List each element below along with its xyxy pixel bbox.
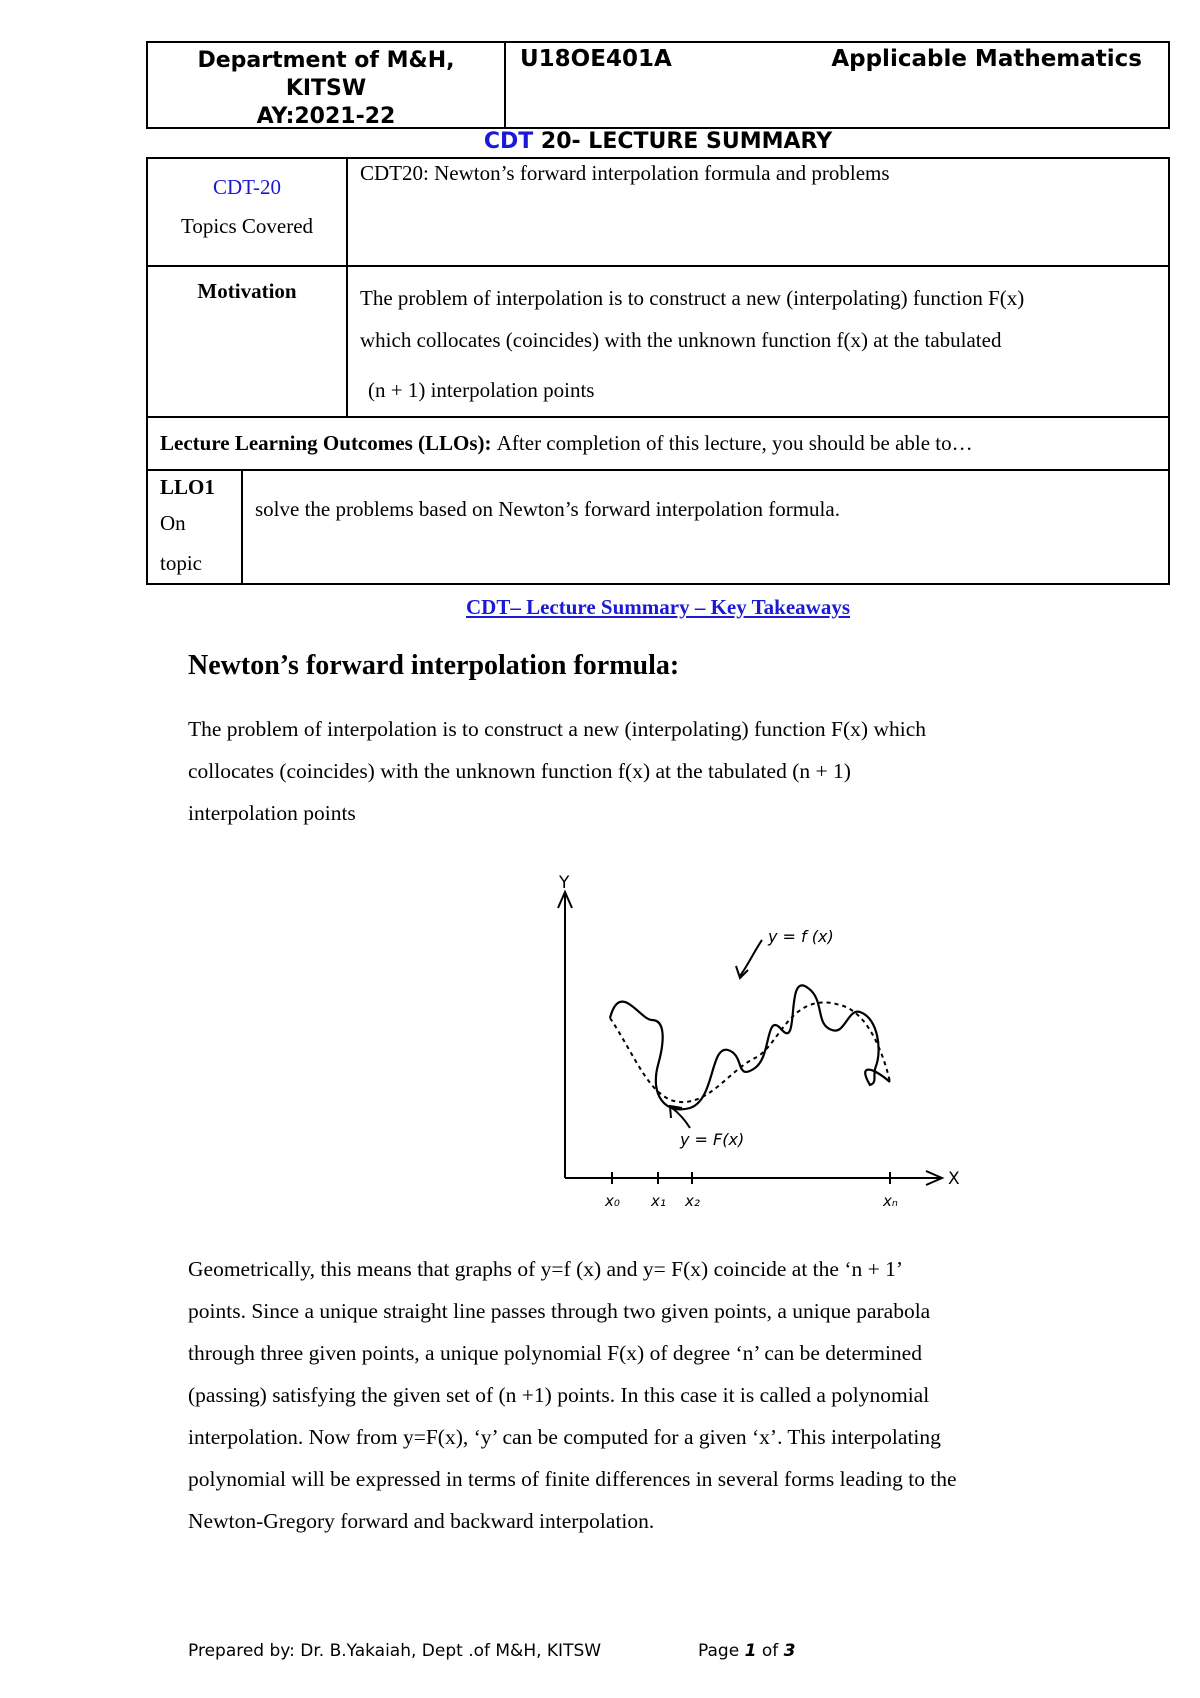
llo-id: LLO1	[160, 475, 215, 499]
motivation-line: The problem of interpolation is to construct a new (interpolating) function F(x)	[360, 286, 1025, 310]
label-f: y = f (x)	[768, 927, 834, 946]
academic-year: AY:2021-22	[256, 104, 396, 129]
y-axis-label: Y	[559, 873, 570, 893]
prepared-by: Prepared by: Dr. B.Yakaiah, Dept .of M&H, KITSW	[188, 1641, 602, 1661]
page-word: Page	[698, 1641, 740, 1661]
body-line: points. Since a unique straight line passes through two given points, a unique parabola	[188, 1299, 931, 1323]
cdt-lecture-title	[146, 129, 1170, 154]
topics-row	[148, 159, 1168, 267]
motivation-label: Motivation	[148, 267, 348, 416]
body-line: (passing) satisfying the given set of (n +1) points. In this case it is called a polynomial	[188, 1383, 930, 1407]
tick-label-x1: x₁	[651, 1192, 666, 1210]
institute-name: KITSW	[285, 76, 367, 101]
motivation-line: (n + 1) interpolation points	[368, 378, 595, 402]
subject-name: Applicable Mathematics	[831, 46, 1142, 72]
body-line: Geometrically, this means that graphs of y=f (x) and y= F(x) coincide at the ‘n + 1’	[188, 1257, 904, 1281]
cdt-id: CDT-20	[212, 175, 282, 199]
header-table	[146, 41, 1170, 129]
motivation-text	[348, 267, 1168, 416]
topics-label-cell	[148, 159, 348, 265]
label-F: y = F(x)	[680, 1130, 745, 1149]
tick-label-xn: xₙ	[883, 1192, 898, 1210]
x-axis-label: X	[948, 1169, 960, 1189]
llo-on: On	[160, 511, 186, 535]
motivation-row	[148, 267, 1168, 418]
intro-line: collocates (coincides) with the unknown function f(x) at the tabulated (n + 1)	[188, 759, 851, 783]
section-title: Newton’s forward interpolation formula:	[188, 650, 680, 681]
course-code: U18OE401A	[520, 46, 672, 72]
llo-heading-text: After completion of this lecture, you should be able to…	[496, 431, 973, 455]
body-line: interpolation. Now from y=F(x), ‘y’ can be computed for a given ‘x’. This interpolating	[188, 1425, 941, 1449]
body-line: Newton-Gregory forward and backward interpolation.	[188, 1509, 655, 1533]
motivation-line: which collocates (coincides) with the unknown function f(x) at the tabulated	[360, 328, 1002, 352]
intro-line: interpolation points	[188, 801, 356, 825]
topics-label: Topics Covered	[180, 214, 314, 238]
lecture-info-table	[146, 157, 1170, 585]
unknown-curve-f	[610, 985, 890, 1109]
body-paragraph	[188, 1248, 1062, 1542]
page-total: 3	[783, 1641, 796, 1661]
page-current: 1	[744, 1641, 757, 1661]
label-F-arrow	[672, 1108, 690, 1128]
of-word: of	[761, 1641, 779, 1661]
cdt-title-rest: 20- LECTURE SUMMARY	[533, 129, 833, 154]
llo1-row	[148, 471, 1168, 583]
llo-heading-row	[148, 418, 1168, 471]
intro-paragraph	[188, 708, 1062, 834]
llo1-text: solve the problems based on Newton’s forward interpolation formula.	[255, 497, 840, 521]
llo-heading-label: Lecture Learning Outcomes (LLOs):	[160, 431, 492, 455]
llo-topic: topic	[160, 551, 202, 575]
department-name: Department of M&H,	[197, 48, 455, 73]
key-takeaways-link[interactable]: CDT– Lecture Summary – Key Takeaways	[465, 595, 851, 619]
body-line: through three given points, a unique polynomial F(x) of degree ‘n’ can be determined	[188, 1341, 922, 1365]
label-f-arrow	[740, 940, 762, 976]
tick-label-x2: x₂	[685, 1192, 700, 1210]
interpolation-figure	[540, 870, 980, 1215]
page-number	[698, 1641, 795, 1661]
topics-value: CDT20: Newton’s forward interpolation formula and problems	[360, 161, 890, 185]
intro-line: The problem of interpolation is to construct a new (interpolating) function F(x) which	[188, 717, 926, 741]
header-department-cell	[148, 43, 506, 127]
header-course-cell	[506, 43, 1168, 127]
body-line: polynomial will be expressed in terms of finite differences in several forms leading to the	[188, 1467, 957, 1491]
page-footer	[188, 1641, 796, 1661]
cdt-title-prefix: CDT	[483, 129, 534, 154]
llo1-label-cell	[148, 471, 243, 583]
tick-label-x0: x₀	[605, 1192, 620, 1210]
